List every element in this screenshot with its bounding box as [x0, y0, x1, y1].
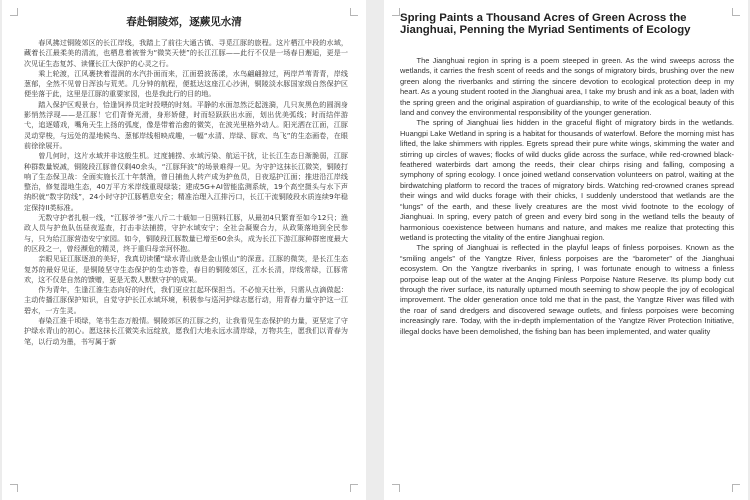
chinese-article-body [24, 38, 348, 498]
page-corner-mark [392, 8, 400, 16]
left-document-page [2, 0, 366, 500]
page-corner-mark [350, 8, 358, 16]
chinese-paragraph: 无数守护者扎根一线，“江豚爷爷”张八斤二十载如一日照料江豚，从最初4只繁育至如今12只；渔政人员与护鱼队伍昼夜巡查，打击非法捕捞，守护水域安宁；全社会凝聚合力，从政策落地到全民参与，只为给江豚营造安宁家园。如今，铜陵段江豚数量已增至60余头，成为长江下游江豚种群密度最大的区段之一，曾经濒危的精灵，终于重归母亲河怀抱。 [24, 213, 348, 253]
english-article-title: Spring Paints a Thousand Acres of Green Across the Jianghuai, Penning the Myriad Sentiments of Ecology [400, 12, 691, 36]
right-document-page [384, 0, 748, 500]
page-corner-mark [350, 484, 358, 492]
english-paragraph: The Jianghuai region in spring is a poem steeped in green. As the wind sweeps across the wetlands, it carries the fresh scent of reeds and the songs of migratory birds, brushing over the new green along the riverbanks and stirring the sincere devotion to ecological protection deep in my heart. As a young student rooted in the Jianghuai area, I take my brush and ink as a boat, laden with the spring green and the original aspiration of guardianship, to write of the ecological beauty of this land and convey the environmental responsibility of the younger generation. [400, 56, 734, 118]
english-paragraph: The spring of Jianghuai is reflected in the playful leaps of finless porpoises. Known as the “smiling angels” of the Yangtze River, finless porpoises are the “barometer” of the Jianghuai ecosystem. On the Yangtze riverbanks in spring, I was fortunate enough to witness a finless porpoise leap out of the water at the Anqing Finless Porpoise Nature Reserve. Its plump body cut through the river surface, its naturally upturned mouth seeming to show people the joy of ecological improvement. The older generation once told me that in the past, the Yangtze River was filled with the roar of sand dredgers and discovered sewage outlets, and finless porpoises were becoming increasingly rare. Today, with the in-depth implementation of the Yangtze River Protection Initiative, illegal docks have been demolished, the fishing ban has been implemented, and water quality [400, 243, 734, 336]
chinese-paragraph: 春染江淮千顷绿，笔书生态万般情。铜陵郊区的江豚之约，让我看见生态保护的力量，更坚定了守护绿水青山的初心。愿这抹长江微笑永远绽放，愿我们大地永远水清岸绿，万物共生，愿我们以青春为笔，以行动为墨，书写属于新 [24, 316, 348, 346]
chinese-paragraph: 作为青年，生逢江淮生态向好的时代，我们更应扛起环保担当。不必惊天壮举，只需从点滴做起：主动传播江豚保护知识，自觉守护长江水域环境，积极参与巡河护绿志愿行动，用青春力量守护这一江碧水，一方生灵。 [24, 285, 348, 315]
chinese-article-title: 春赴铜陵郊，逐蕨见水清 [126, 16, 242, 28]
english-article-body [400, 56, 734, 498]
chinese-paragraph: 曾几何时，这片水域并非这般生机。过度捕捞、水域污染、航运干扰，让长江生态日渐脆弱，江豚种群数量锐减，铜陵段江豚曾仅剩40余头，“江豚拜波”的场景难得一见。为守护这抹长江微笑，铜陵打响了生态保卫战：全面实施长江十年禁渔，曾日捕鱼人转产成为护鱼员，日夜巡护江面；推进沿江岸线整治，修复湿地生态，40万平方米岸线重现绿装；建成5G+AI智能监测系统，19个高空摄头与水下声纳织就“数字防线”，24小时守护江豚栖息安全；精准治理入江排污口，长江干流铜陵段水质连续9年稳定保持II类标准。 [24, 151, 348, 212]
page-corner-mark [392, 484, 400, 492]
chinese-paragraph: 春风拂过铜陵郊区的长江岸线，我踏上了前往大通古镇、寻觅江豚的旅程。这片栖江中段的水域，藏着长江最柔美的清流，也栖息着被誉为“微笑天使”的长江江豚——此行不仅是一场春日邂逅，更是一次见证生态复苏、读懂长江大保护的心灵之行。 [24, 38, 348, 68]
chinese-paragraph: 亲眼见证江豚逐浪的美好，我真切读懂“绿水青山就是金山银山”的深意。江豚的微笑，是长江生态复苏的最好见证，是铜陵坚守生态保护的生动答卷，春目的铜陵郊区，江水长清，岸线常绿，江豚常欢，这不仅是自然的馈赠，更是无数人默默守护的成果。 [24, 254, 348, 284]
page-corner-mark [10, 8, 18, 16]
chinese-paragraph: 乘上轮渡，江风裹挟着湿润的水汽扑面而来，江面碧波荡漾，水鸟翩翩掠过，两岸芦苇青青，岸线葱郁，全然不见曾日浑浊与荒芜。几分钟的航程，便抵达这座江心沙洲，铜陵淡水豚国家级自然保护区便坐落于此，这里是江豚的重要家园，也是我此行的目的地。 [24, 68, 348, 99]
english-paragraph: The spring of Jianghuai lies hidden in the graceful flight of migratory birds in the wetlands. Huangpi Lake Wetland in spring is a habitat for thousands of waterfowl. Before the morning mist has lifted, the lake shimmers with ripples. Egrets spread their pure white wings, skimming the water and stirring up circles of waves; flocks of wild ducks glide across the surface, while red-crowned black-feathered waterbirds dart among the reeds, their clear chirps rising and falling, composing a symphony of spring ecology. I once joined wetland conservation volunteers on patrol, waiting at the birdwatching platform to record the traces of migratory birds. Watching red-crowned cranes spread their wings and wild ducks forage with their chicks, I suddenly understood that wetlands are the “lungs” of the earth, and these lively creatures are the most vivid footnote to the ecology of Jianghuai. In spring, every patch of green and every bird song in the wetland tells the beauty of harmonious coexistence between humans and nature, and makes me realize that protecting this wetland is protecting the vitality of the entire Jianghuai region. [400, 118, 734, 242]
page-corner-mark [10, 484, 18, 492]
chinese-paragraph: 踏入保护区观景台，恰逢饲养员定时投喂的时刻。平静的水面忽然泛起涟漪，几只灰黑色的圆润身影悄然浮现——是江豚！它们背脊光滑，身形娇健，时而轻跃跃出水面，划出优美弧线；时而结伴游弋，追逐嬉戏，嘴角天生上扬的弧度，像是带着治愈的微笑，在波光里格外动人。阳光洒在江面，江豚灵动穿梭，与远处的湿地候鸟、葱郁岸线相映成趣，一幅“水清、岸绿、豚欢、鸟飞”的生态画卷，在眼前徐徐展开。 [24, 99, 348, 150]
